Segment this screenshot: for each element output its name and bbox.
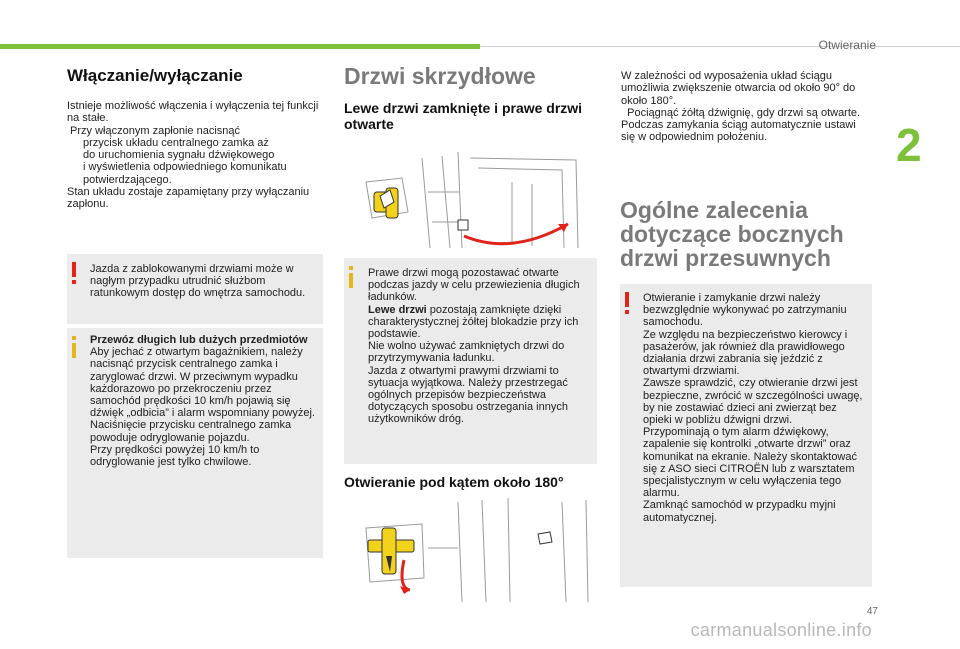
warning-icon — [72, 262, 76, 284]
section-color-bar — [0, 44, 480, 49]
paragraph: W zależności od wyposażenia układ ściągu umożliwia zwiększenie otwarcia od około 90° do około 180°. — [621, 70, 856, 107]
yellow-latch-icon — [374, 188, 398, 218]
info-box-title: Przewóz długich lub dużych przedmiotów — [90, 334, 308, 346]
bullet-line: potwierdzającego. — [83, 173, 172, 186]
column-3-text — [621, 70, 869, 144]
section-title: Otwieranie — [818, 38, 876, 52]
heading-wlaczanie: Włączanie/wyłączanie — [67, 66, 243, 85]
bullet-line: do uruchomienia sygnału dźwiękowego — [83, 149, 275, 162]
bullet-line: i wyświetlenia odpowiedniego komunikatu — [83, 161, 287, 174]
chapter-number: 2 — [896, 119, 922, 171]
info-box-text: Przy prędkości powyżej 10 km/h to odryglowanie jest tylko chwilowe. — [90, 443, 260, 469]
heading-drzwi-skrzydlowe: Drzwi skrzydłowe — [344, 63, 536, 89]
info-text: Nie wolno używać zamkniętych drzwi do przytrzymywania ładunku. — [368, 340, 565, 365]
info-text: Prawe drzwi mogą pozostawać otwarte podczas jazdy w celu przewiezienia długich ładunków. — [368, 267, 580, 304]
subheading-lewe-drzwi: Lewe drzwi zamknięte i prawe drzwi otwarte — [344, 100, 583, 132]
warning-box — [67, 254, 323, 324]
warning-text: Przypominają o tym alarm dźwiękowy, zapalenie się kontrolki „otwarte drzwi” oraz komunikat na ekranie. Należy skontaktować się z ASO sieci CITROËN lub z warsztatem specjalistycznym w celu wyłączenia tego alarmu. — [643, 426, 857, 500]
info-icon — [72, 336, 76, 358]
door-latch-illustration — [362, 152, 598, 252]
subheading-otwieranie-180: Otwieranie pod kątem około 180° — [344, 474, 564, 490]
warning-box-sliding-doors — [620, 284, 872, 587]
warning-text: Zamknąć samochód w przypadku myjni automatycznej. — [643, 499, 836, 524]
info-box-text: Aby jechać z otwartym bagażnikiem, należy nacisnąć przycisk centralnego zamka i zaryglować drzwi. W przeciwnym wypadku każdorazowo po przekroczeniu przez samochód prędkości 10 km/h pojawią się dźwięk „odbicia” i alarm wspomniany powyżej. — [90, 346, 315, 420]
info-box-doors — [344, 258, 597, 464]
column-2 — [344, 64, 604, 132]
warning-text: Zawsze sprawdzić, czy otwieranie drzwi jest bezpieczne, zwrócić w szczególności uwagę, by nie zostawiać dzieci ani zwierząt bez opieki w pobliżu dźwigni drzwi. — [643, 377, 863, 427]
bullet-item: Pociągnąć żółtą dźwignię, gdy drzwi są otwarte. — [627, 106, 861, 119]
info-text: Lewe drzwi pozostają zamknięte dzięki charakterystycznej żółtej blokadzie przy ich podstawie. — [368, 303, 579, 341]
header-rule — [480, 46, 960, 47]
heading-ogolne-zalecenia: Ogólne zalecenia dotyczące bocznych drzwi przesuwnych — [620, 197, 844, 271]
info-icon — [349, 266, 353, 288]
hinge-detail-icon — [458, 220, 468, 230]
bullet-line: przycisk układu centralnego zamka aż — [83, 136, 269, 149]
paragraph: Stan układu zostaje zapamiętany przy wyłączaniu zapłonu. — [67, 186, 310, 211]
warning-text: Jazda z zablokowanymi drzwiami może w nagłym przypadku utrudnić służbom ratunkowym dostęp do wnętrza samochodu. — [90, 263, 306, 300]
bullet-item: Przy włączonym zapłonie nacisnąć — [67, 124, 241, 137]
column-1 — [67, 66, 327, 211]
info-text: Jazda z otwartymi prawymi drzwiami to sytuacja wyjątkowa. Należy przestrzegać ogólnych przepisów bezpieczeństwa dotyczących sposobu ostrzegania innych użytkowników dróg. — [368, 364, 568, 426]
lever-illustration — [362, 498, 598, 604]
info-box — [67, 328, 323, 558]
warning-icon — [625, 292, 629, 314]
paragraph: Podczas zamykania ściąg automatycznie ustawi się w odpowiednim położeniu. — [621, 119, 856, 144]
strap-detail-icon — [538, 532, 552, 544]
page-number: 47 — [866, 606, 878, 617]
info-box-text: Naciśnięcie przycisku centralnego zamka powoduje odryglowanie pojazdu. — [90, 419, 292, 444]
paragraph: Istnieje możliwość włączenia i wyłączenia tej funkcji na stałe. — [67, 100, 319, 125]
yellow-lever-icon — [368, 528, 414, 574]
watermark: carmanualsonline.info — [690, 620, 872, 640]
col1-text — [67, 100, 327, 211]
warning-text: Ze względu na bezpieczeństwo kierowcy i pasażerów, jak również dla prawidłowego działania drzwi zabrania się jeździć z otwartymi drzwiami. — [643, 328, 848, 378]
warning-text: Otwieranie i zamykanie drzwi należy bezwzględnie wykonywać po zatrzymaniu samochodu. — [643, 292, 847, 329]
